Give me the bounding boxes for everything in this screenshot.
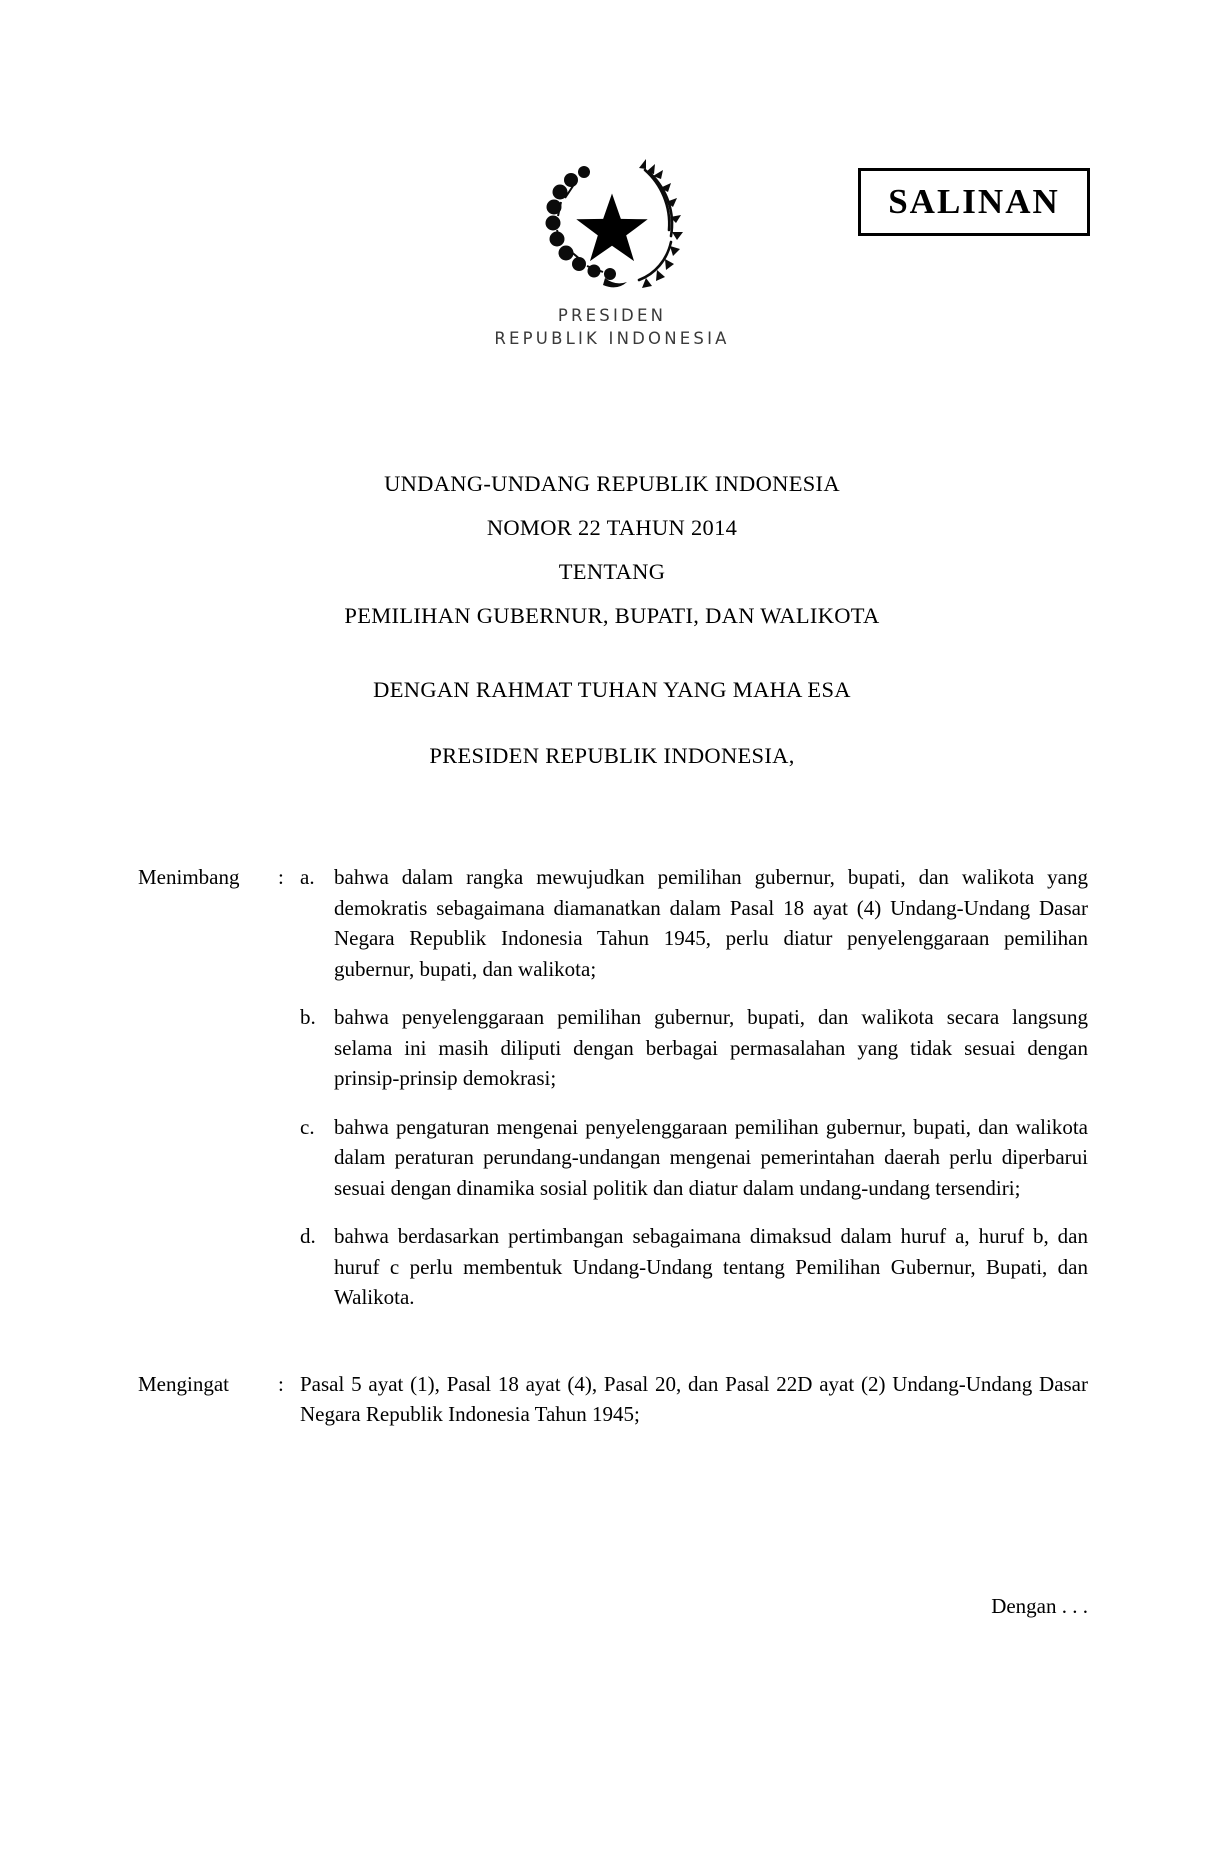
- garuda-star-emblem-icon: [527, 150, 697, 300]
- menimbang-colon: :: [278, 865, 284, 889]
- mengingat-text: Pasal 5 ayat (1), Pasal 18 ayat (4), Pasal 20, dan Pasal 22D ayat (2) Undang-Undang Dasar Negara Republik Indonesia Tahun 1945;: [300, 1371, 1088, 1426]
- consideration-item-d: [300, 1221, 1088, 1313]
- consideration-marker-c: c.: [300, 1114, 315, 1139]
- consideration-text-d: bahwa berdasarkan pertimbangan sebagaimana dimaksud dalam huruf a, huruf b, dan huruf c perlu membentuk Undang-Undang tentang Pemilihan Gubernur, Bupati, dan Walikota.: [334, 1224, 1088, 1309]
- consideration-text-c: bahwa pengaturan mengenai penyelenggaraan pemilihan gubernur, bupati, dan walikota dalam peraturan perundang-undangan mengenai pemerintahan daerah perlu diperbarui sesuai dengan dinamika sosial politik dan diatur dalam undang-undang tersendiri;: [334, 1114, 1088, 1200]
- menimbang-label: Menimbang: [138, 865, 240, 889]
- mengingat-row: [138, 1369, 1088, 1430]
- emblem-caption-presiden: PRESIDEN: [557, 306, 667, 325]
- title-line-subject: PEMILIHAN GUBERNUR, BUPATI, DAN WALIKOTA: [344, 603, 880, 628]
- salinan-stamp: [858, 168, 1090, 236]
- consideration-item-b: [300, 1002, 1088, 1094]
- document-title-block: [0, 462, 1224, 778]
- mengingat-label: Mengingat: [138, 1371, 229, 1396]
- consideration-marker-b: b.: [300, 1005, 316, 1029]
- page-continuation-note: Dengan . . .: [991, 1594, 1088, 1618]
- title-line-nomor: NOMOR 22 TAHUN 2014: [486, 515, 738, 540]
- title-line-tentang: TENTANG: [558, 559, 666, 584]
- salinan-stamp-label: SALINAN: [888, 182, 1060, 221]
- consideration-marker-a: a.: [300, 865, 315, 889]
- title-line-undang-undang: UNDANG-UNDANG REPUBLIK INDONESIA: [384, 471, 840, 496]
- consideration-text-a: bahwa dalam rangka mewujudkan pemilihan gubernur, bupati, dan walikota yang demokratis sebagaimana diamanatkan dalam Pasal 18 ayat (4) Undang-Undang Dasar Negara Republik Indonesia Tahun 1945, perlu diatur penyelenggaraan pemilihan gubernur, bupati, dan walikota;: [334, 865, 1088, 981]
- consideration-marker-d: d.: [300, 1224, 316, 1248]
- menimbang-row: [138, 862, 1088, 984]
- mengingat-colon: :: [278, 1371, 284, 1396]
- consideration-item-c: [300, 1112, 1088, 1204]
- title-line-rahmat: DENGAN RAHMAT TUHAN YANG MAHA ESA: [373, 677, 851, 702]
- consideration-text-b: bahwa penyelenggaraan pemilihan gubernur, bupati, dan walikota secara langsung selama ini masih diliputi dengan berbagai permasalahan yang tidak sesuai dengan prinsip-prinsip demokrasi;: [334, 1005, 1088, 1090]
- emblem-caption-republik: REPUBLIK INDONESIA: [494, 329, 730, 348]
- title-line-presiden: PRESIDEN REPUBLIK INDONESIA,: [429, 743, 795, 768]
- document-body: [138, 862, 1088, 1430]
